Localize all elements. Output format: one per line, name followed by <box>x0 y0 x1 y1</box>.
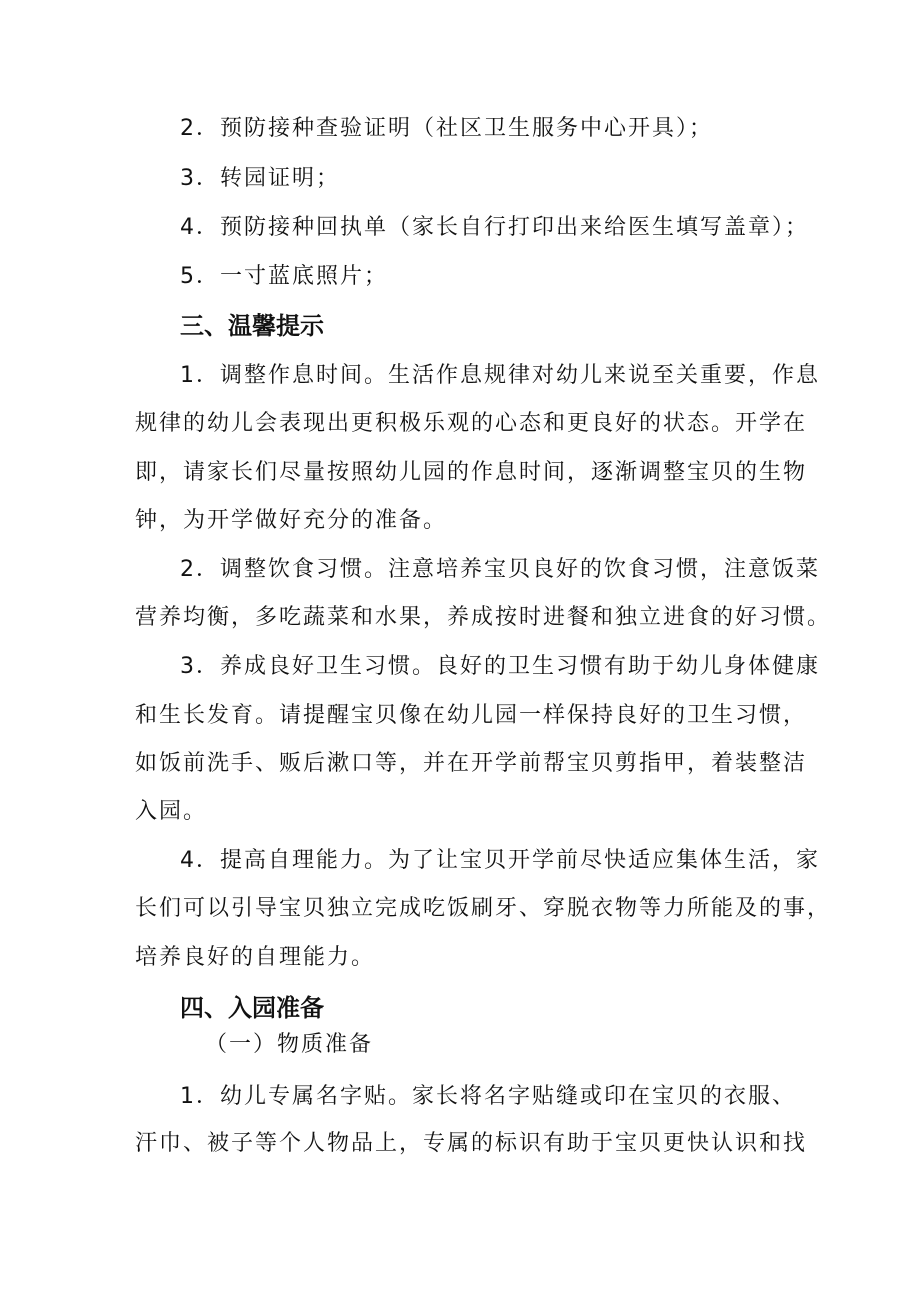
paragraph-line: 如饭前洗手、贩后漱口等，并在开学前帮宝贝剪指甲，着装整洁 <box>135 751 808 776</box>
paragraph-line: 即，请家长们尽量按照幼儿园的作息时间，逐渐调整宝贝的生物 <box>135 460 808 485</box>
paragraph-line: 和生长发育。请提醒宝贝像在幼儿园一样保持良好的卫生习惯， <box>135 703 808 728</box>
list-item-vaccination-check: 2．预防接种查验证明（社区卫生服务中心开具）； <box>180 116 713 141</box>
paragraph-line: 钟，为开学做好充分的准备。 <box>135 508 448 533</box>
paragraph-line: 2．调整饮食习惯。注意培养宝贝良好的饮食习惯，注意饭菜 <box>180 557 820 582</box>
paragraph-line: 1．幼儿专属名字贴。家长将名字贴缝或印在宝贝的衣服、 <box>180 1084 796 1109</box>
paragraph-line: 培养良好的自理能力。 <box>135 945 376 970</box>
paragraph-line: 入园。 <box>135 799 208 824</box>
paragraph-line: 4．提高自理能力。为了让宝贝开学前尽快适应集体生活，家 <box>180 848 820 873</box>
paragraph-line: 3．养成良好卫生习惯。良好的卫生习惯有助于幼儿身体健康 <box>180 654 820 679</box>
paragraph-line: 汗巾、被子等个人物品上，专属的标识有助于宝贝更快认识和找 <box>135 1131 808 1156</box>
subsection-heading-materials: （一）物质准备 <box>205 1032 374 1057</box>
paragraph-line: 长们可以引导宝贝独立完成吃饭刷牙、穿脱衣物等力所能及的事， <box>135 896 832 921</box>
list-item-vaccination-receipt: 4．预防接种回执单（家长自行打印出来给医生填写盖章）； <box>180 215 809 240</box>
paragraph-line: 规律的幼儿会表现出更积极乐观的心态和更良好的状态。开学在 <box>135 411 808 436</box>
section-heading-tips: 三、温馨提示 <box>180 312 324 340</box>
section-heading-preparation: 四、入园准备 <box>180 994 324 1022</box>
list-item-photo: 5．一寸蓝底照片； <box>180 264 388 289</box>
paragraph-line: 1．调整作息时间。生活作息规律对幼儿来说至关重要，作息 <box>180 363 820 388</box>
list-item-transfer-certificate: 3．转园证明； <box>180 166 340 191</box>
paragraph-line: 营养均衡，多吃蔬菜和水果，养成按时进餐和独立进食的好习惯。 <box>135 605 832 630</box>
